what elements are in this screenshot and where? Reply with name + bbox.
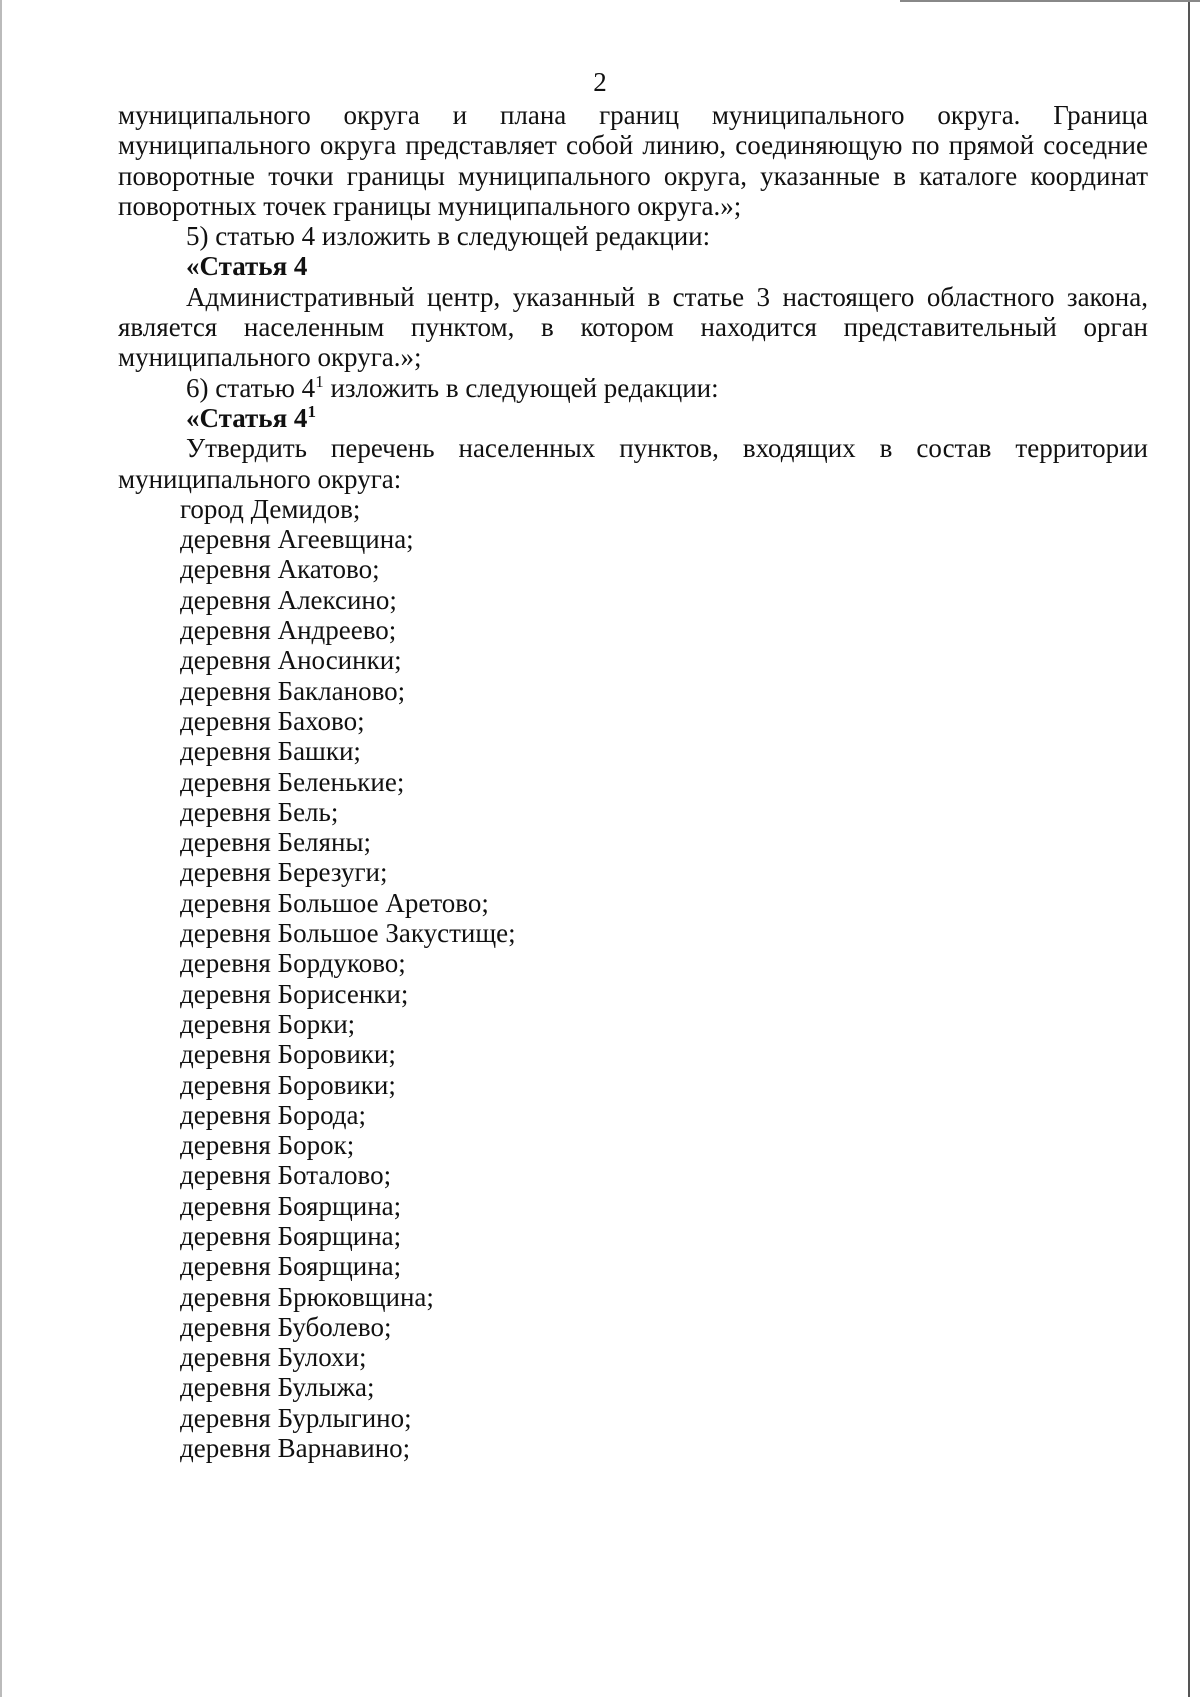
- settlement-item: деревня Башки;: [180, 736, 361, 767]
- settlement-item: деревня Борок;: [180, 1130, 355, 1161]
- scan-edge-right: [1188, 0, 1190, 1697]
- scan-edge-left: [0, 0, 2, 1697]
- settlement-item: деревня Борисенки;: [180, 978, 409, 1009]
- settlement-item: деревня Бакланово;: [180, 675, 406, 706]
- settlement-item: деревня Агеевщина;: [180, 524, 414, 555]
- settlement-item: деревня Бель;: [180, 796, 339, 827]
- settlement-item: деревня Беленькие;: [180, 766, 405, 797]
- amendment-item-5: 5) статью 4 изложить в следующей редакции:: [186, 221, 711, 252]
- article-4-1-heading-prefix: «Статья 4: [186, 402, 308, 433]
- settlement-item: деревня Боровики;: [180, 1069, 396, 1100]
- settlement-item: деревня Булыжа;: [180, 1372, 375, 1403]
- settlement-item: деревня Булохи;: [180, 1342, 367, 1373]
- item-6-superscript: 1: [315, 371, 324, 391]
- settlement-item: деревня Березуги;: [180, 857, 388, 888]
- settlements-list: [118, 494, 1148, 1464]
- settlement-item: деревня Бахово;: [180, 705, 365, 736]
- document-body: [118, 100, 1148, 1463]
- settlement-item: деревня Брюковщина;: [180, 1281, 434, 1312]
- settlement-item: деревня Варнавино;: [180, 1433, 411, 1464]
- scan-edge-top: [900, 0, 1200, 2]
- article-4-1-text: Утвердить перечень населенных пунктов, входящих в состав территории муниципального округа:: [118, 433, 1148, 494]
- item-6-prefix: 6) статью 4: [186, 372, 316, 403]
- settlement-item: город Демидов;: [180, 493, 361, 524]
- settlement-item: деревня Боровики;: [180, 1039, 396, 1070]
- article-4-text: Административный центр, указанный в статье 3 настоящего областного закона, является населенным пунктом, в котором находится представительный орган муниципального округа.»;: [118, 281, 1148, 373]
- settlement-item: деревня Боталово;: [180, 1160, 392, 1191]
- settlement-item: деревня Бурлыгино;: [180, 1402, 412, 1433]
- settlement-item: деревня Большое Аретово;: [180, 887, 489, 918]
- settlement-item: деревня Аносинки;: [180, 645, 402, 676]
- settlement-item: деревня Большое Закустище;: [180, 918, 516, 949]
- settlement-item: деревня Бордуково;: [180, 948, 406, 979]
- settlement-item: деревня Борки;: [180, 1008, 356, 1039]
- settlement-item: деревня Беляны;: [180, 827, 372, 858]
- continuation-paragraph: муниципального округа и плана границ муниципального округа. Граница муниципального округа представляет собой линию, соединяющую по прямой соседние поворотные точки границы муниципального округа, указанные в каталоге координат поворотных точек границы муниципального округа.»;: [118, 100, 1148, 221]
- item-6-suffix: изложить в следующей редакции:: [323, 372, 719, 403]
- amendment-item-6: [118, 373, 1148, 403]
- settlement-item: деревня Алексино;: [180, 584, 397, 615]
- settlement-item: деревня Акатово;: [180, 554, 380, 585]
- settlement-item: деревня Буболево;: [180, 1311, 392, 1342]
- settlement-item: деревня Боярщина;: [180, 1190, 402, 1221]
- article-4-heading: «Статья 4: [186, 251, 308, 282]
- page-number: 2: [593, 67, 607, 97]
- settlement-item: деревня Борода;: [180, 1099, 367, 1130]
- settlement-item: деревня Боярщина;: [180, 1251, 402, 1282]
- settlement-item: деревня Андреево;: [180, 615, 397, 646]
- article-4-1-heading-superscript: 1: [307, 401, 316, 421]
- article-4-1-heading: [118, 403, 1148, 433]
- settlement-item: деревня Боярщина;: [180, 1220, 402, 1251]
